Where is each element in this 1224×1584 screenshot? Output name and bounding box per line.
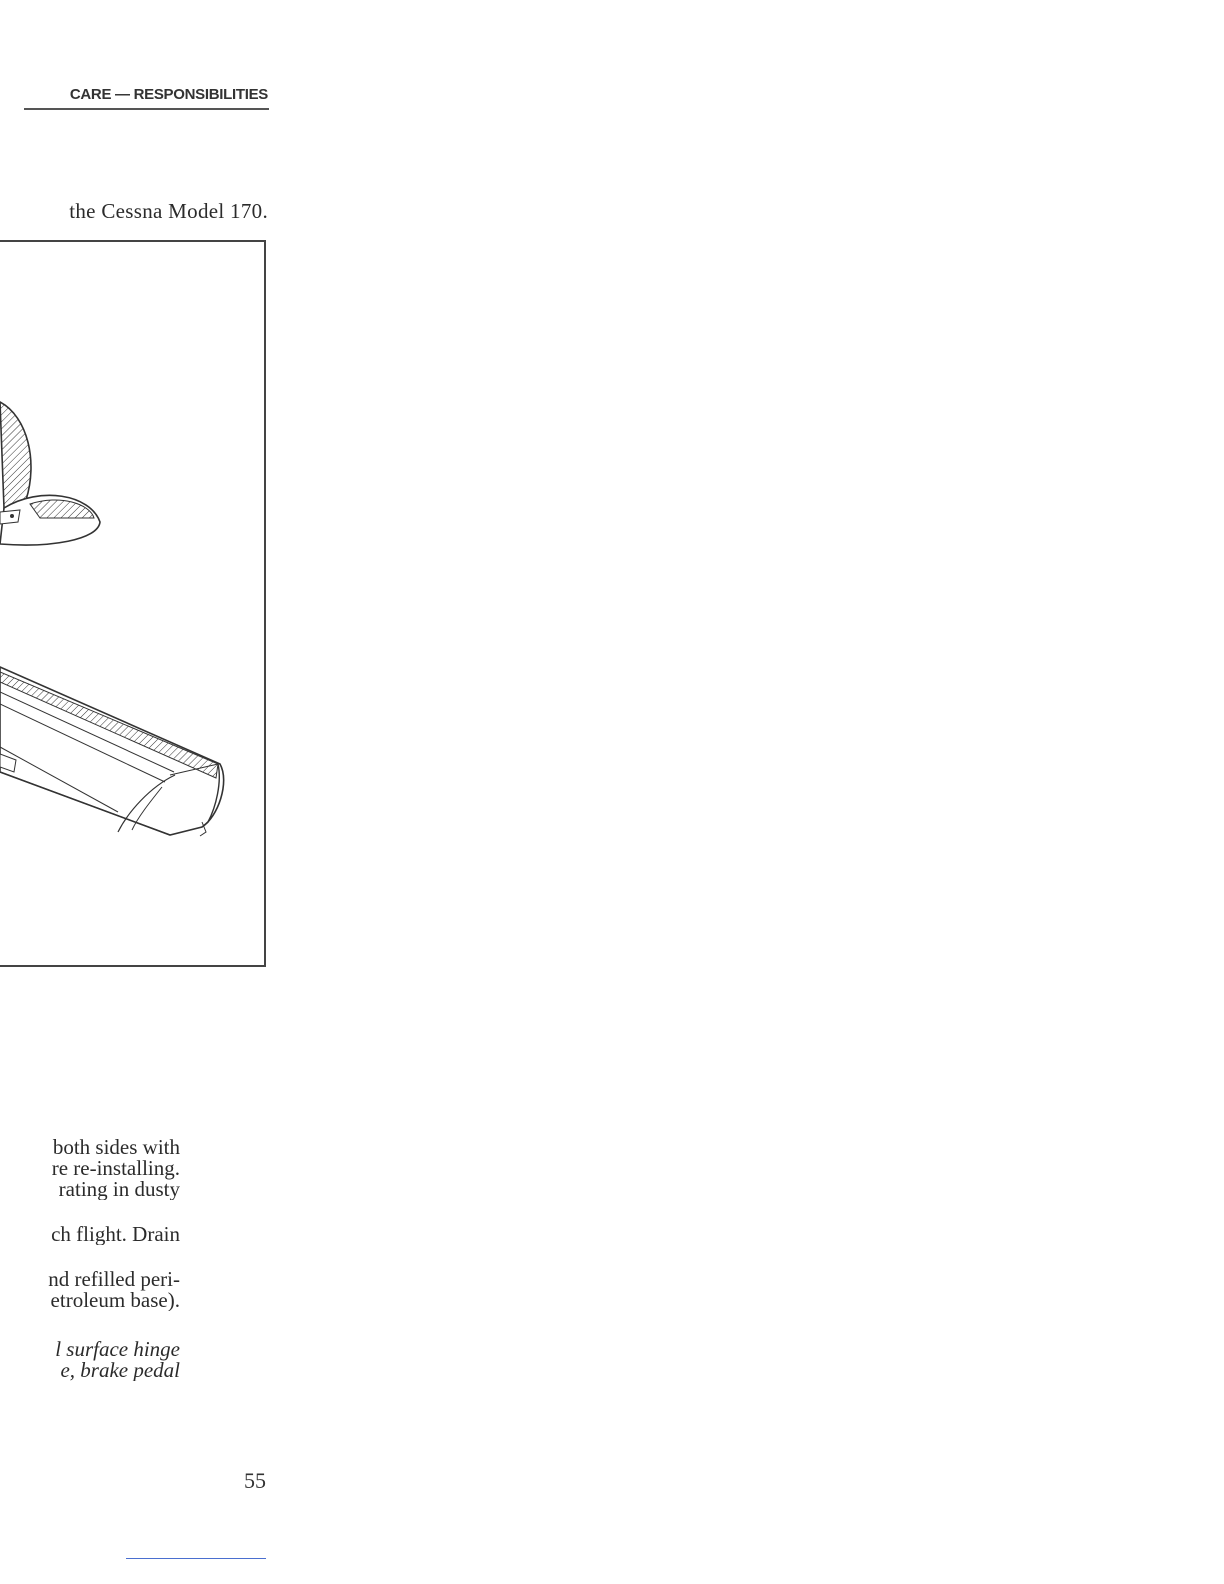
paragraph-line: l surface hinge <box>55 1339 180 1361</box>
paragraph-line: re re-installing. <box>51 1156 180 1180</box>
aircraft-lubrication-diagram-icon <box>0 242 266 969</box>
figure-frame <box>0 240 266 967</box>
page-number: 55 <box>244 1468 266 1493</box>
intro-text: the Cessna Model 170. <box>69 199 268 223</box>
page-header-title: CARE — RESPONSIBILITIES <box>69 86 268 103</box>
paragraph-line: etroleum base). <box>50 1288 180 1311</box>
header-underline <box>24 108 269 110</box>
paragraph-2 <box>0 1224 180 1245</box>
paragraph-1 <box>0 1137 180 1200</box>
tail-fin-shape <box>0 402 31 508</box>
paragraph-line: ch flight. Drain <box>51 1224 180 1245</box>
paragraph-line: e, brake pedal <box>60 1358 180 1381</box>
paragraph-3 <box>0 1269 180 1311</box>
paragraph-line: both sides with <box>52 1137 180 1159</box>
paragraph-4 <box>0 1339 180 1381</box>
paragraph-line: rating in dusty <box>58 1177 180 1200</box>
paragraph-line: nd refilled peri- <box>48 1269 180 1291</box>
bottom-rule <box>126 1558 266 1559</box>
